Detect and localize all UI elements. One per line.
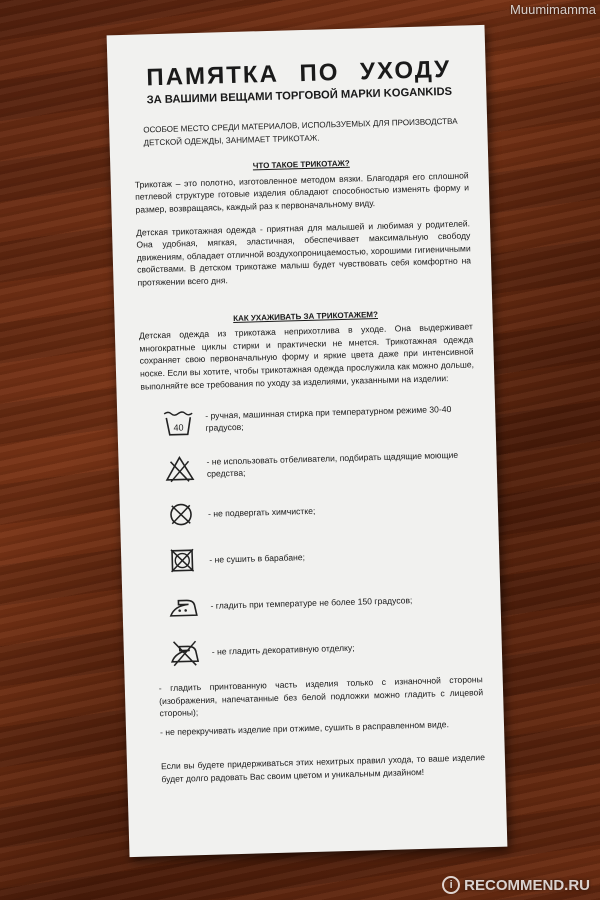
paragraph-benefits: Детская трикотажная одежда - приятная для малышей и любимая у родителей. Она удобная, мягкая, эластичная, обеспечивает максимальную свободу движениям, обладает отличной воздухопроницаемостью, хорошими гигиеничными свойствами. В детском трикотаже малыш будет чувствовать себя комфортно на протяжении всего дня. bbox=[135, 217, 472, 288]
closing-text: Если вы будете придерживаться этих нехитрых правил ухода, то ваше изделие будет долго радовать Вас своим цветом и уникальным дизайном! bbox=[160, 752, 486, 785]
care-symbol-list bbox=[141, 397, 482, 670]
care-text-bleach: - не использовать отбеливатели, подбирать щадящие моющие средства; bbox=[206, 449, 459, 479]
care-item-bleach bbox=[162, 443, 477, 486]
care-leaflet bbox=[107, 25, 508, 857]
care-item-wash bbox=[161, 397, 476, 440]
iron-150-icon bbox=[166, 591, 201, 622]
recommend-watermark-text: RECOMMEND.RU bbox=[464, 876, 590, 894]
care-item-tumble-dry bbox=[165, 535, 480, 578]
care-text-no-iron: - не гладить декоративную отделку; bbox=[211, 642, 355, 657]
wash-40-icon bbox=[161, 407, 196, 438]
paragraph-care-intro: Детская одежда из трикотажа неприхотлива в уходе. Она выдерживает многократные циклы стирки и практически не мнется. Трикотажная одежда сохраняет свою первоначальную форму и яркие цвета даже при интенсивной носке. Если вы хотите, чтобы трикотажная одежда прослужила как можно дольше, выполняйте все требования по уходу за изделиями, указанными на изделии: bbox=[138, 321, 475, 392]
no-tumble-dry-icon bbox=[165, 545, 200, 576]
recommend-watermark bbox=[442, 876, 590, 894]
leaflet-subtitle: ЗА ВАШИМИ ВЕЩАМИ ТОРГОВОЙ МАРКИ KOGANKIDS bbox=[146, 85, 453, 107]
photo-watermark: Muumimamma bbox=[510, 2, 596, 17]
care-text-wash: - ручная, машинная стирка при температурном режиме 30-40 градусов; bbox=[205, 403, 452, 433]
heading-how-to-care: КАК УХАЖИВАТЬ ЗА ТРИКОТАЖЕМ? bbox=[232, 309, 379, 323]
no-dry-clean-icon bbox=[164, 499, 199, 530]
heading-what-is-knitwear: ЧТО ТАКОЕ ТРИКОТАЖ? bbox=[252, 158, 350, 171]
care-item-iron bbox=[166, 581, 481, 624]
no-iron-icon bbox=[167, 637, 202, 668]
intro-text: ОСОБОЕ МЕСТО СРЕДИ МАТЕРИАЛОВ, ИСПОЛЬЗУЕМЫХ ДЛЯ ПРОИЗВОДСТВА ДЕТСКОЙ ОДЕЖДЫ, ЗАНИМАЕТ ТРИКОТАЖ. bbox=[143, 116, 458, 148]
note-wringing: - не перекручивать изделие при отжиме, сушить в расправленном виде. bbox=[159, 719, 450, 738]
care-item-no-iron bbox=[167, 627, 482, 670]
care-text-tumble-dry: - не сушить в барабане; bbox=[209, 551, 306, 565]
note-print-ironing: - гладить принтованную часть изделия только с изнаночной стороны (изображения, напечатанные без белой подложки можно гладить с лицевой стороны); bbox=[158, 674, 484, 719]
leaflet-title: ПАМЯТКА ПО УХОДУ bbox=[146, 55, 452, 92]
care-text-iron: - гладить при температуре не более 150 градусов; bbox=[210, 594, 413, 611]
no-bleach-icon bbox=[162, 453, 197, 484]
wash-temperature: 40 bbox=[173, 422, 184, 433]
care-text-dry-clean: - не подвергать химчистке; bbox=[207, 505, 316, 519]
paragraph-definition: Трикотаж – это полотно, изготовленное методом вязки. Благодаря его сплошной петлевой структуре готовые изделия обладают способностью изменять форму и размер, возвращаясь, каждый раз к первоначальному виду. bbox=[134, 170, 470, 215]
recommend-logo-icon: i bbox=[442, 876, 460, 894]
care-item-dry-clean bbox=[164, 489, 479, 532]
